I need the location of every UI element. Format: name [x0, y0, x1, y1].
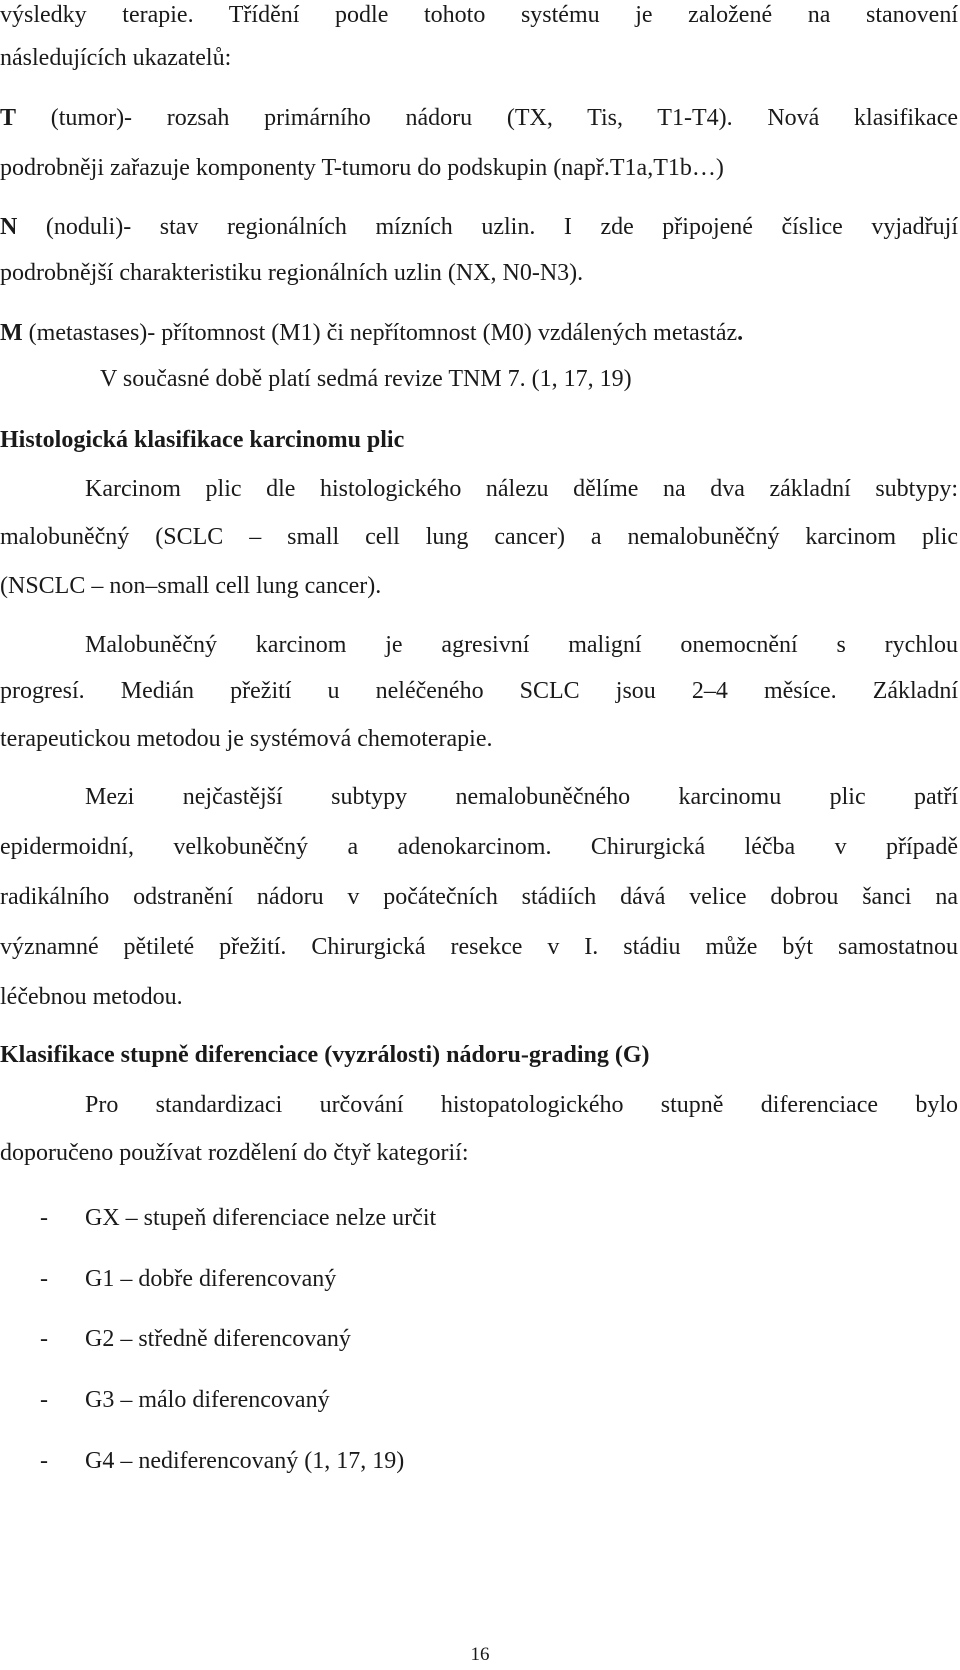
list-item-text: G2 – středně diferencovaný	[85, 1326, 351, 1352]
text-line: doporučeno používat rozdělení do čtyř kategorií:	[0, 1140, 469, 1166]
tnm-t-letter: T	[0, 105, 17, 131]
list-item-text: G4 – nediferencovaný (1, 17, 19)	[85, 1448, 405, 1474]
section-heading: Klasifikace stupně diferenciace (vyzrálosti) nádoru-grading (G)	[0, 1042, 650, 1068]
text-line: následujících ukazatelů:	[0, 45, 232, 71]
text-line: malobuněčný (SCLC – small cell lung cancer) a nemalobuněčný karcinom plic	[0, 524, 958, 550]
text-line: Pro standardizaci určování histopatologického stupně diferenciace bylo	[85, 1092, 958, 1118]
list-dash: -	[40, 1266, 48, 1292]
text-line: Mezi nejčastější subtypy nemalobuněčného karcinomu plic patří	[85, 784, 958, 810]
text-line: podrobněji zařazuje komponenty T-tumoru do podskupin (např.T1a,T1b…)	[0, 155, 724, 181]
list-item-text: G3 – málo diferencovaný	[85, 1387, 330, 1413]
text-line: progresí. Medián přežití u neléčeného SCLC jsou 2–4 měsíce. Základní	[0, 678, 958, 704]
text-line: Malobuněčný karcinom je agresivní maligní onemocnění s rychlou	[85, 632, 958, 658]
text-line: (noduli)- stav regionálních mízních uzlin. I zde připojené číslice vyjadřují	[17, 214, 958, 240]
list-dash: -	[40, 1326, 48, 1352]
text-line: (tumor)- rozsah primárního nádoru (TX, Tis, T1-T4). Nová klasifikace	[16, 105, 958, 131]
text-line: (NSCLC – non–small cell lung cancer).	[0, 573, 382, 599]
tnm-n-letter: N	[0, 214, 18, 240]
list-dash: -	[40, 1387, 48, 1413]
section-heading: Histologická klasifikace karcinomu plic	[0, 427, 405, 453]
tnm-n-line	[0, 212, 958, 242]
text-line: výsledky terapie. Třídění podle tohoto systému je založené na stanovení	[0, 2, 958, 28]
tnm-m-letter: M	[0, 320, 23, 346]
list-dash: -	[40, 1205, 48, 1231]
text-line: V současné době platí sedmá revize TNM 7. (1, 17, 19)	[100, 366, 632, 392]
text-line: (metastases)- přítomnost (M1) či nepřítomnost (M0) vzdálených metastáz	[22, 320, 738, 346]
tnm-m-line	[0, 318, 958, 348]
text-line: významné pětileté přežití. Chirurgická resekce v I. stádiu může být samostatnou	[0, 934, 958, 960]
tnm-t-line	[0, 103, 958, 133]
list-dash: -	[40, 1448, 48, 1474]
list-item-text: G1 – dobře diferencovaný	[85, 1266, 337, 1292]
list-item-text: GX – stupeň diferenciace nelze určit	[85, 1205, 437, 1231]
text-line: epidermoidní, velkobuněčný a adenokarcinom. Chirurgická léčba v případě	[0, 834, 958, 860]
text-line: radikálního odstranění nádoru v počátečních stádiích dává velice dobrou šanci na	[0, 884, 958, 910]
text-line: Karcinom plic dle histologického nálezu dělíme na dva základní subtypy:	[85, 476, 958, 502]
tnm-m-period: .	[737, 320, 744, 346]
text-line: podrobnější charakteristiku regionálních uzlin (NX, N0-N3).	[0, 260, 584, 286]
text-line: terapeutickou metodou je systémová chemoterapie.	[0, 726, 493, 752]
page-number: 16	[470, 1644, 490, 1665]
text-line: léčebnou metodou.	[0, 984, 183, 1010]
